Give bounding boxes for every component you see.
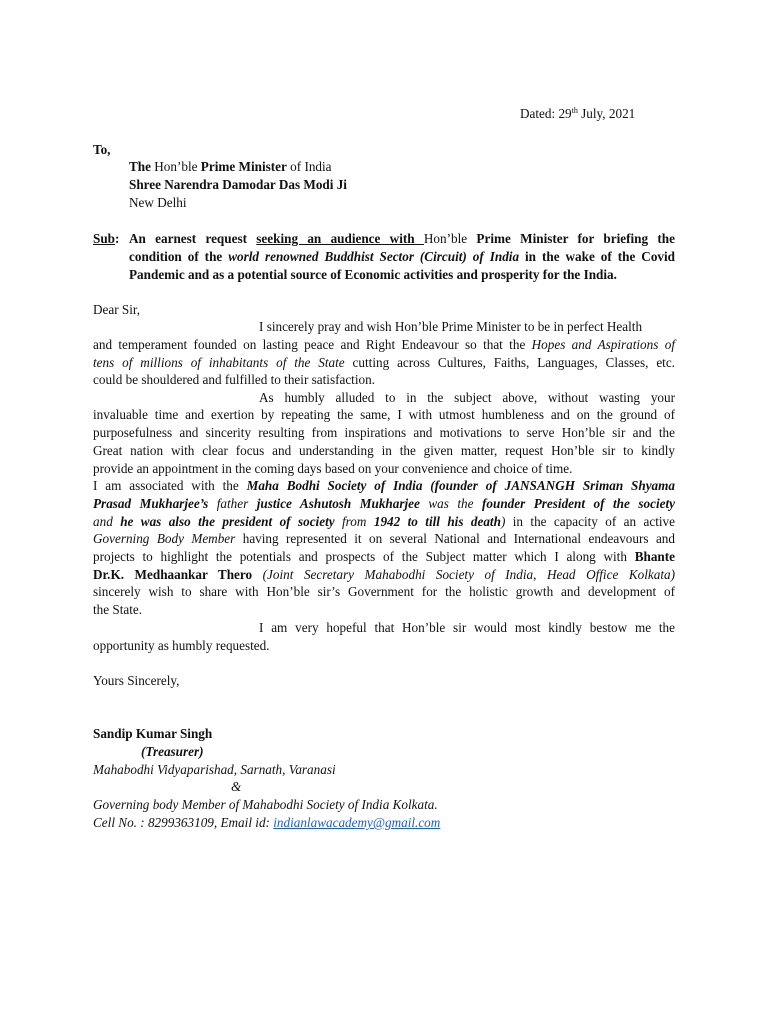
sub-label: Sub — [93, 231, 116, 246]
para3-text-7: sincerely wish to share with Hon’ble sir’s Government for the holistic growth and development of — [93, 584, 675, 599]
para3-line-4 — [93, 530, 675, 548]
address-honble: Hon’ble — [150, 159, 201, 174]
subject-text-1b: seeking an audience with — [256, 231, 424, 246]
address-line-1 — [129, 158, 711, 176]
para1-text-4: could be shouldered and fulfilled to their satisfaction. — [93, 372, 375, 387]
address-to — [93, 141, 675, 159]
para4-line-2 — [93, 637, 675, 655]
para2-line-5 — [93, 460, 675, 478]
subject-text-2a: condition of the — [129, 249, 229, 264]
subject-line-3 — [129, 266, 675, 284]
para3-text-5a: projects to highlight the potentials and prospects of the Subject matter which I along with — [93, 549, 635, 564]
address-the: The — [129, 159, 151, 174]
para1-line-2 — [93, 336, 675, 354]
subject-text-1c: Hon’ble — [423, 231, 477, 246]
para1-line-4 — [93, 371, 675, 389]
address-of-india: of India — [286, 159, 332, 174]
addressee-name: Shree Narendra Damodar Das Modi Ji — [129, 177, 347, 192]
para3-text-2e: founder President of the society — [482, 496, 675, 511]
para3-line-5 — [93, 548, 675, 566]
subject-line-1 — [129, 230, 675, 248]
email-text: indianlawacademy@gmail.com — [273, 815, 441, 830]
signer-contact: Cell No. : 8299363109, Email id: — [93, 815, 274, 830]
para4-text-1: I am very hopeful that Hon’ble sir would most kindly bestow me the — [259, 620, 675, 635]
para2-line-1 — [259, 389, 675, 407]
signer-name: Sandip Kumar Singh — [93, 726, 213, 741]
para3-text-1b: Maha Bodhi Society of India (founder of JANSANGH Sriman Shyama — [246, 478, 675, 493]
signer-title: (Treasurer) — [141, 744, 204, 759]
para4-line-1 — [259, 619, 675, 637]
para3-text-3f: in the capacity of an active — [505, 514, 675, 529]
para2-text-5: provide an appointment in the coming days based on your convenience and choice of time. — [93, 461, 573, 476]
address-pm: Prime Minister — [200, 159, 287, 174]
para4-text-2: opportunity as humbly requested. — [93, 638, 270, 653]
signature-contact — [93, 814, 675, 832]
signature-org-2 — [93, 796, 675, 814]
para2-text-1: As humbly alluded to in the subject above, without wasting your — [259, 390, 675, 405]
signature-amp — [231, 778, 768, 796]
signature-org-1 — [93, 761, 675, 779]
para3-text-6b: (Joint Secretary Mahabodhi Society of India, Head Office Kolkata) — [252, 567, 675, 582]
date-sup: th — [571, 106, 578, 115]
greeting — [93, 301, 675, 319]
para3-text-8: the State. — [93, 602, 143, 617]
para2-text-3: purposefulness and sincerity resulting from inspirations and motivations to serve Hon’ble sir and the — [93, 425, 675, 440]
para2-line-2 — [93, 406, 675, 424]
para3-text-3d: 1942 to till his death — [373, 514, 501, 529]
para1-text-1: I sincerely pray and wish Hon’ble Prime Minister to be in perfect Health — [259, 319, 643, 334]
para1-text-2a: and temperament founded on lasting peace and Right Endeavour so that the — [93, 337, 532, 352]
to-label: To, — [93, 142, 111, 157]
para3-line-7 — [93, 583, 675, 601]
para3-text-2c: justice Ashutosh Mukharjee — [256, 496, 420, 511]
para3-text-5b: Bhante — [634, 549, 675, 564]
para2-text-4: Great nation with clear focus and understanding in the given matter, request Hon’ble sir to kindly — [93, 443, 675, 458]
address-line-2 — [129, 176, 711, 194]
subject-text-3: Pandemic and as a potential source of Economic activities and prosperity for the India. — [129, 267, 617, 282]
para1-text-3a: tens of millions of inhabitants of the State — [93, 355, 345, 370]
para3-text-4a: Governing Body Member — [93, 531, 236, 546]
address-city: New Delhi — [129, 195, 187, 210]
para2-text-2: invaluable time and exertion by repeating the same, I with utmost humbleness and on the ground of — [93, 407, 675, 422]
subject-text-2b: world renowned Buddhist Sector (Circuit) of India — [228, 249, 520, 264]
para3-text-3b: he was also the president of society — [120, 514, 335, 529]
address-line-3 — [129, 194, 711, 212]
date-prefix: Dated: 29 — [520, 106, 572, 121]
letter-date — [520, 105, 660, 123]
para3-text-6a: Dr.K. Medhaankar Thero — [93, 567, 253, 582]
date-suffix: July, 2021 — [577, 106, 636, 121]
para3-line-1 — [93, 477, 675, 495]
para1-text-2b: Hopes and Aspirations of — [531, 337, 675, 352]
subject-text-1a: An earnest request — [129, 231, 257, 246]
para3-text-3c: from — [334, 514, 374, 529]
subject-text-2c: in the wake of the Covid — [519, 249, 676, 264]
para3-line-8 — [93, 601, 675, 619]
signature-name — [93, 725, 675, 743]
para1-text-3b: cutting across Cultures, Faiths, Languages, Classes, etc. — [344, 355, 675, 370]
para3-text-2d: was the — [419, 496, 482, 511]
email-link[interactable] — [273, 815, 440, 830]
sub-colon: : — [115, 231, 120, 246]
closing — [93, 672, 675, 690]
para3-text-3e: ) — [500, 514, 506, 529]
signature-title — [141, 743, 723, 761]
signer-ampersand: & — [231, 779, 242, 794]
subject-line-2 — [129, 248, 675, 266]
para3-line-6 — [93, 566, 675, 584]
para2-line-3 — [93, 424, 675, 442]
signer-org-2: Governing body Member of Mahabodhi Society of India Kolkata. — [93, 797, 438, 812]
para3-text-2a: Prasad Mukharjee’s — [93, 496, 209, 511]
greeting-text: Dear Sir, — [93, 302, 141, 317]
closing-text: Yours Sincerely, — [93, 673, 180, 688]
subject-label — [93, 230, 127, 248]
signer-org-1: Mahabodhi Vidyaparishad, Sarnath, Varanasi — [93, 762, 336, 777]
para3-text-4b: having represented it on several National and International endeavours and — [235, 531, 675, 546]
para3-text-2b: father — [208, 496, 257, 511]
para3-text-1a: I am associated with the — [93, 478, 247, 493]
para1-line-3 — [93, 354, 675, 372]
para3-line-3 — [93, 513, 675, 531]
para3-text-3a: and — [93, 514, 121, 529]
subject-text-1d: Prime Minister for briefing the — [476, 231, 675, 246]
para3-line-2 — [93, 495, 675, 513]
para1-line-1 — [259, 318, 675, 336]
para2-line-4 — [93, 442, 675, 460]
